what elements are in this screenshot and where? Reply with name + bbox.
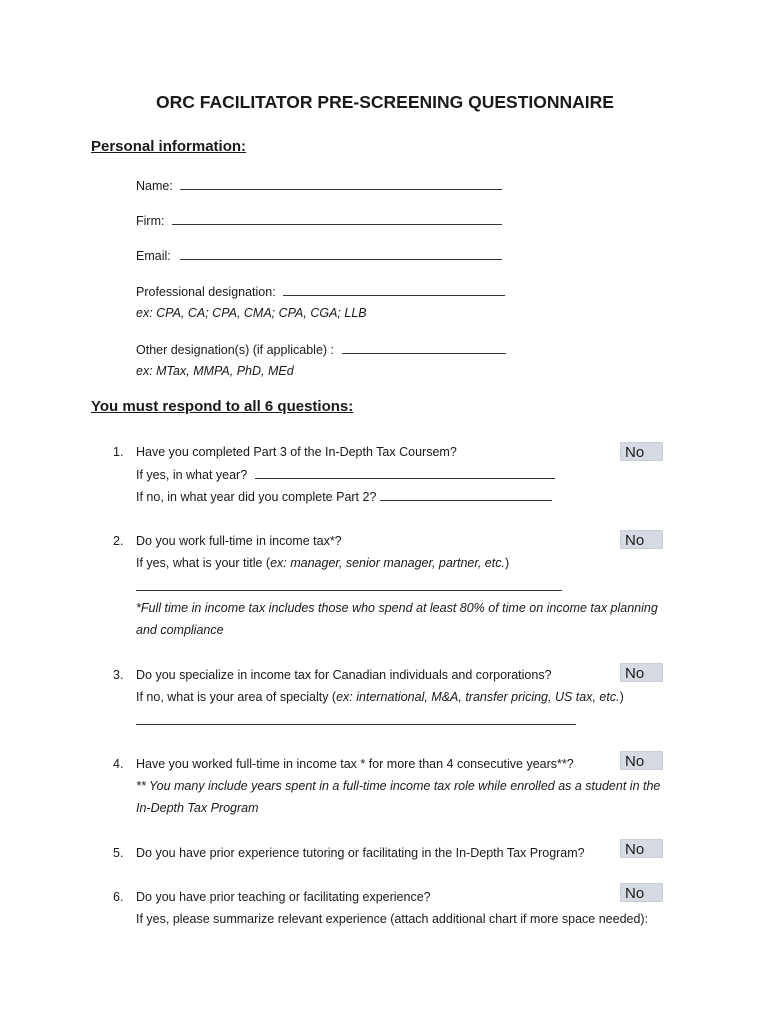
- question-4-number: 4.: [113, 757, 124, 771]
- question-2-sub1-example: ex: manager, senior manager, partner, etc.: [270, 556, 505, 570]
- question-2-sub1: [136, 555, 509, 571]
- question-5-text: Do you have prior experience tutoring or facilitating in the In-Depth Tax Program?: [136, 846, 585, 860]
- question-1-year-field[interactable]: [255, 466, 555, 479]
- question-2-answer[interactable]: No: [620, 530, 663, 549]
- question-1-sub1-label: If yes, in what year?: [136, 468, 248, 482]
- name-label: Name:: [136, 179, 173, 193]
- firm-field[interactable]: [172, 212, 502, 225]
- question-2-note-line2: and compliance: [136, 623, 224, 637]
- other-designation-field[interactable]: [342, 341, 506, 354]
- firm-label: Firm:: [136, 214, 165, 228]
- question-1-sub2-row: [136, 488, 552, 505]
- question-2-number: 2.: [113, 534, 124, 548]
- question-1-part2-year-field[interactable]: [380, 488, 552, 501]
- other-designation-row: [136, 341, 506, 358]
- question-3-number: 3.: [113, 668, 124, 682]
- question-2-sub1-prefix: If yes, what is your title (: [136, 556, 271, 570]
- question-3-sub1-example: ex: international, M&A, transfer pricing, US tax, etc.: [336, 690, 620, 704]
- question-3-text: Do you specialize in income tax for Canadian individuals and corporations?: [136, 668, 552, 682]
- question-3-sub1: [136, 689, 624, 705]
- email-label: Email:: [136, 249, 171, 263]
- question-4-text: Have you worked full-time in income tax * for more than 4 consecutive years**?: [136, 757, 574, 771]
- question-6-text: Do you have prior teaching or facilitating experience?: [136, 890, 431, 904]
- designation-row: [136, 283, 505, 300]
- firm-row: [136, 212, 502, 229]
- question-1-sub1-row: [136, 466, 555, 483]
- question-4-note-line1: ** You many include years spent in a full-time income tax role while enrolled as a student in the: [136, 779, 661, 793]
- question-1-sub2-label: If no, in what year did you complete Part 2?: [136, 490, 377, 504]
- question-2-title-field[interactable]: [136, 590, 562, 591]
- question-2-note-line1: *Full time in income tax includes those who spend at least 80% of time on income tax planning: [136, 601, 658, 615]
- questions-heading: You must respond to all 6 questions:: [91, 398, 354, 415]
- name-row: [136, 177, 502, 194]
- email-row: [136, 247, 502, 264]
- designation-example: ex: CPA, CA; CPA, CMA; CPA, CGA; LLB: [136, 306, 367, 320]
- designation-field[interactable]: [283, 283, 505, 296]
- question-1-number: 1.: [113, 445, 124, 459]
- question-1-text: Have you completed Part 3 of the In-Depth Tax Coursem?: [136, 445, 457, 459]
- question-5-answer[interactable]: No: [620, 839, 663, 858]
- question-3-sub1-prefix: If no, what is your area of specialty (: [136, 690, 337, 704]
- other-designation-label: Other designation(s) (if applicable) :: [136, 343, 335, 357]
- question-6-answer[interactable]: No: [620, 883, 663, 902]
- question-6-sub1: If yes, please summarize relevant experience (attach additional chart if more space needed):: [136, 912, 649, 926]
- email-field[interactable]: [180, 247, 502, 260]
- question-3-answer[interactable]: No: [620, 663, 663, 682]
- name-field[interactable]: [180, 177, 502, 190]
- question-3-specialty-field[interactable]: [136, 724, 576, 725]
- designation-label: Professional designation:: [136, 285, 276, 299]
- question-4-note-line2: In-Depth Tax Program: [136, 801, 259, 815]
- question-5-number: 5.: [113, 846, 124, 860]
- page-title: ORC FACILITATOR PRE-SCREENING QUESTIONNAIRE: [156, 92, 614, 112]
- question-4-answer[interactable]: No: [620, 751, 663, 770]
- question-2-sub1-suffix: ): [504, 556, 510, 570]
- other-designation-example: ex: MTax, MMPA, PhD, MEd: [136, 364, 294, 378]
- personal-info-heading: Personal information:: [91, 138, 247, 155]
- question-6-number: 6.: [113, 890, 124, 904]
- question-2-text: Do you work full-time in income tax*?: [136, 534, 342, 548]
- question-3-sub1-suffix: ): [619, 690, 624, 704]
- question-1-answer[interactable]: No: [620, 442, 663, 461]
